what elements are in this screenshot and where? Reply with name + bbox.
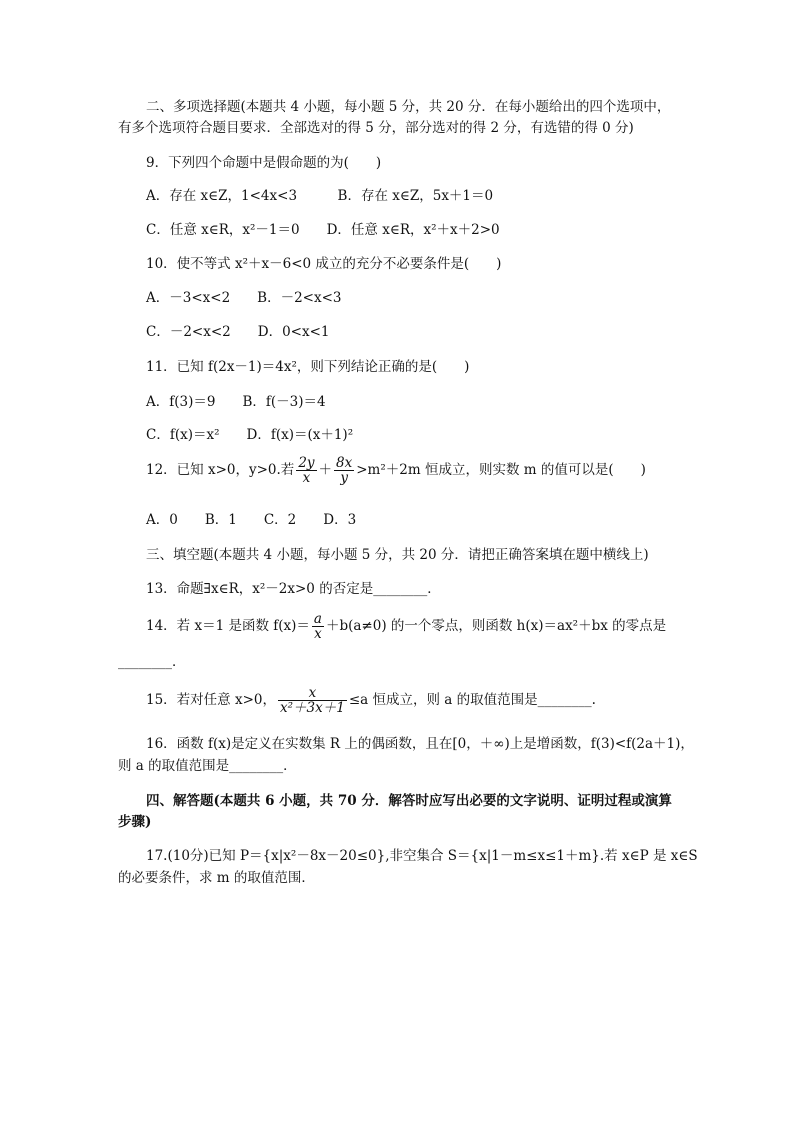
q11-options-ab: A．f(3)＝9 B．f(－3)＝4 [146, 394, 326, 410]
q14-answer-blank: ________． [118, 654, 186, 670]
q16-line1: 16．函数 f(x)是定义在实数集 R 上的偶函数，且在[0，＋∞)上是增函数，f(3)<f(2a＋1)， [146, 736, 694, 752]
q15-frac-numerator: x [278, 686, 347, 701]
q14-suffix: ＋b(a≠0) 的一个零点，则函数 h(x)＝ax²＋bx 的零点是 [325, 618, 667, 634]
q12-frac2-numerator: 8x [336, 455, 353, 471]
q10-stem: 10．使不等式 x²＋x－6<0 成立的充分不必要条件是( ) [146, 256, 502, 272]
q9-options-cd: C．任意 x∈R，x²－1＝0 D．任意 x∈R，x²＋x＋2>0 [146, 222, 500, 238]
q12-stem [146, 456, 646, 485]
q11-options-cd: C．f(x)＝x² D．f(x)＝(x＋1)² [146, 427, 354, 443]
q12-plus: ＋ [318, 462, 333, 478]
q11-stem: 11．已知 f(2x－1)＝4x²，则下列结论正确的是( ) [146, 359, 470, 375]
q14-frac-denominator: x [314, 626, 322, 642]
q17-line1: 17.(10分)已知 P＝{x|x²－8x－20≤0},非空集合 S＝{x|1－m≤x≤1＋m}.若 x∈P 是 x∈S [146, 848, 698, 864]
q13-text: 13．命题∃x∈R，x²－2x>0 的否定是________． [146, 581, 441, 597]
q17-line2: 的必要条件，求 m 的取值范围． [118, 870, 315, 886]
q12-fraction-1 [296, 456, 316, 485]
q12-frac2-denominator: y [340, 470, 348, 486]
q15-frac-denominator: x²＋3x＋1 [279, 700, 345, 716]
section4-heading-line2: 步骤) [118, 814, 152, 830]
q10-options-cd: C．－2<x<2 D．0<x<1 [146, 324, 330, 340]
q9-options-ab: A．存在 x∈Z，1<4x<3 B．存在 x∈Z，5x＋1＝0 [146, 188, 494, 204]
q12-frac1-denominator: x [302, 470, 311, 486]
section3-heading: 三、填空题(本题共 4 小题，每小题 5 分，共 20 分．请把正确答案填在题中横线上) [146, 547, 649, 563]
q9-stem: 9．下列四个命题中是假命题的为( ) [146, 155, 382, 171]
q15-prefix: 15．若对任意 x>0， [146, 692, 276, 708]
q15-suffix: ≤a 恒成立，则 a 的取值范围是________. [348, 692, 596, 708]
q12-fraction-2 [334, 456, 354, 485]
q15-stem [146, 686, 596, 715]
q10-options-ab: A．－3<x<2 B．－2<x<3 [146, 290, 342, 306]
q12-prefix: 12．已知 x>0，y>0.若 [146, 462, 295, 478]
q16-line2: 则 a 的取值范围是________． [118, 758, 297, 774]
q12-frac1-numerator: 2y [298, 455, 315, 471]
section2-heading-line2: 有多个选项符合题目要求．全部选对的得 5 分，部分选对的得 2 分，有选错的得 0 分) [118, 120, 634, 136]
q15-fraction [278, 686, 347, 715]
q14-fraction [312, 612, 324, 641]
q14-prefix: 14．若 x＝1 是函数 f(x)＝ [146, 618, 310, 634]
q14-frac-numerator: a [313, 611, 322, 627]
q12-options: A．0 B．1 C．2 D．3 [146, 512, 357, 528]
q12-suffix: >m²＋2m 恒成立，则实数 m 的值可以是( ) [356, 462, 646, 478]
section2-heading-line1: 二、多项选择题(本题共 4 小题，每小题 5 分，共 20 分．在每小题给出的四个选项中， [146, 99, 671, 115]
section4-heading-line1: 四、解答题(本题共 6 小题，共 70 分．解答时应写出必要的文字说明、证明过程或演算 [146, 793, 672, 809]
q14-stem [146, 612, 666, 641]
